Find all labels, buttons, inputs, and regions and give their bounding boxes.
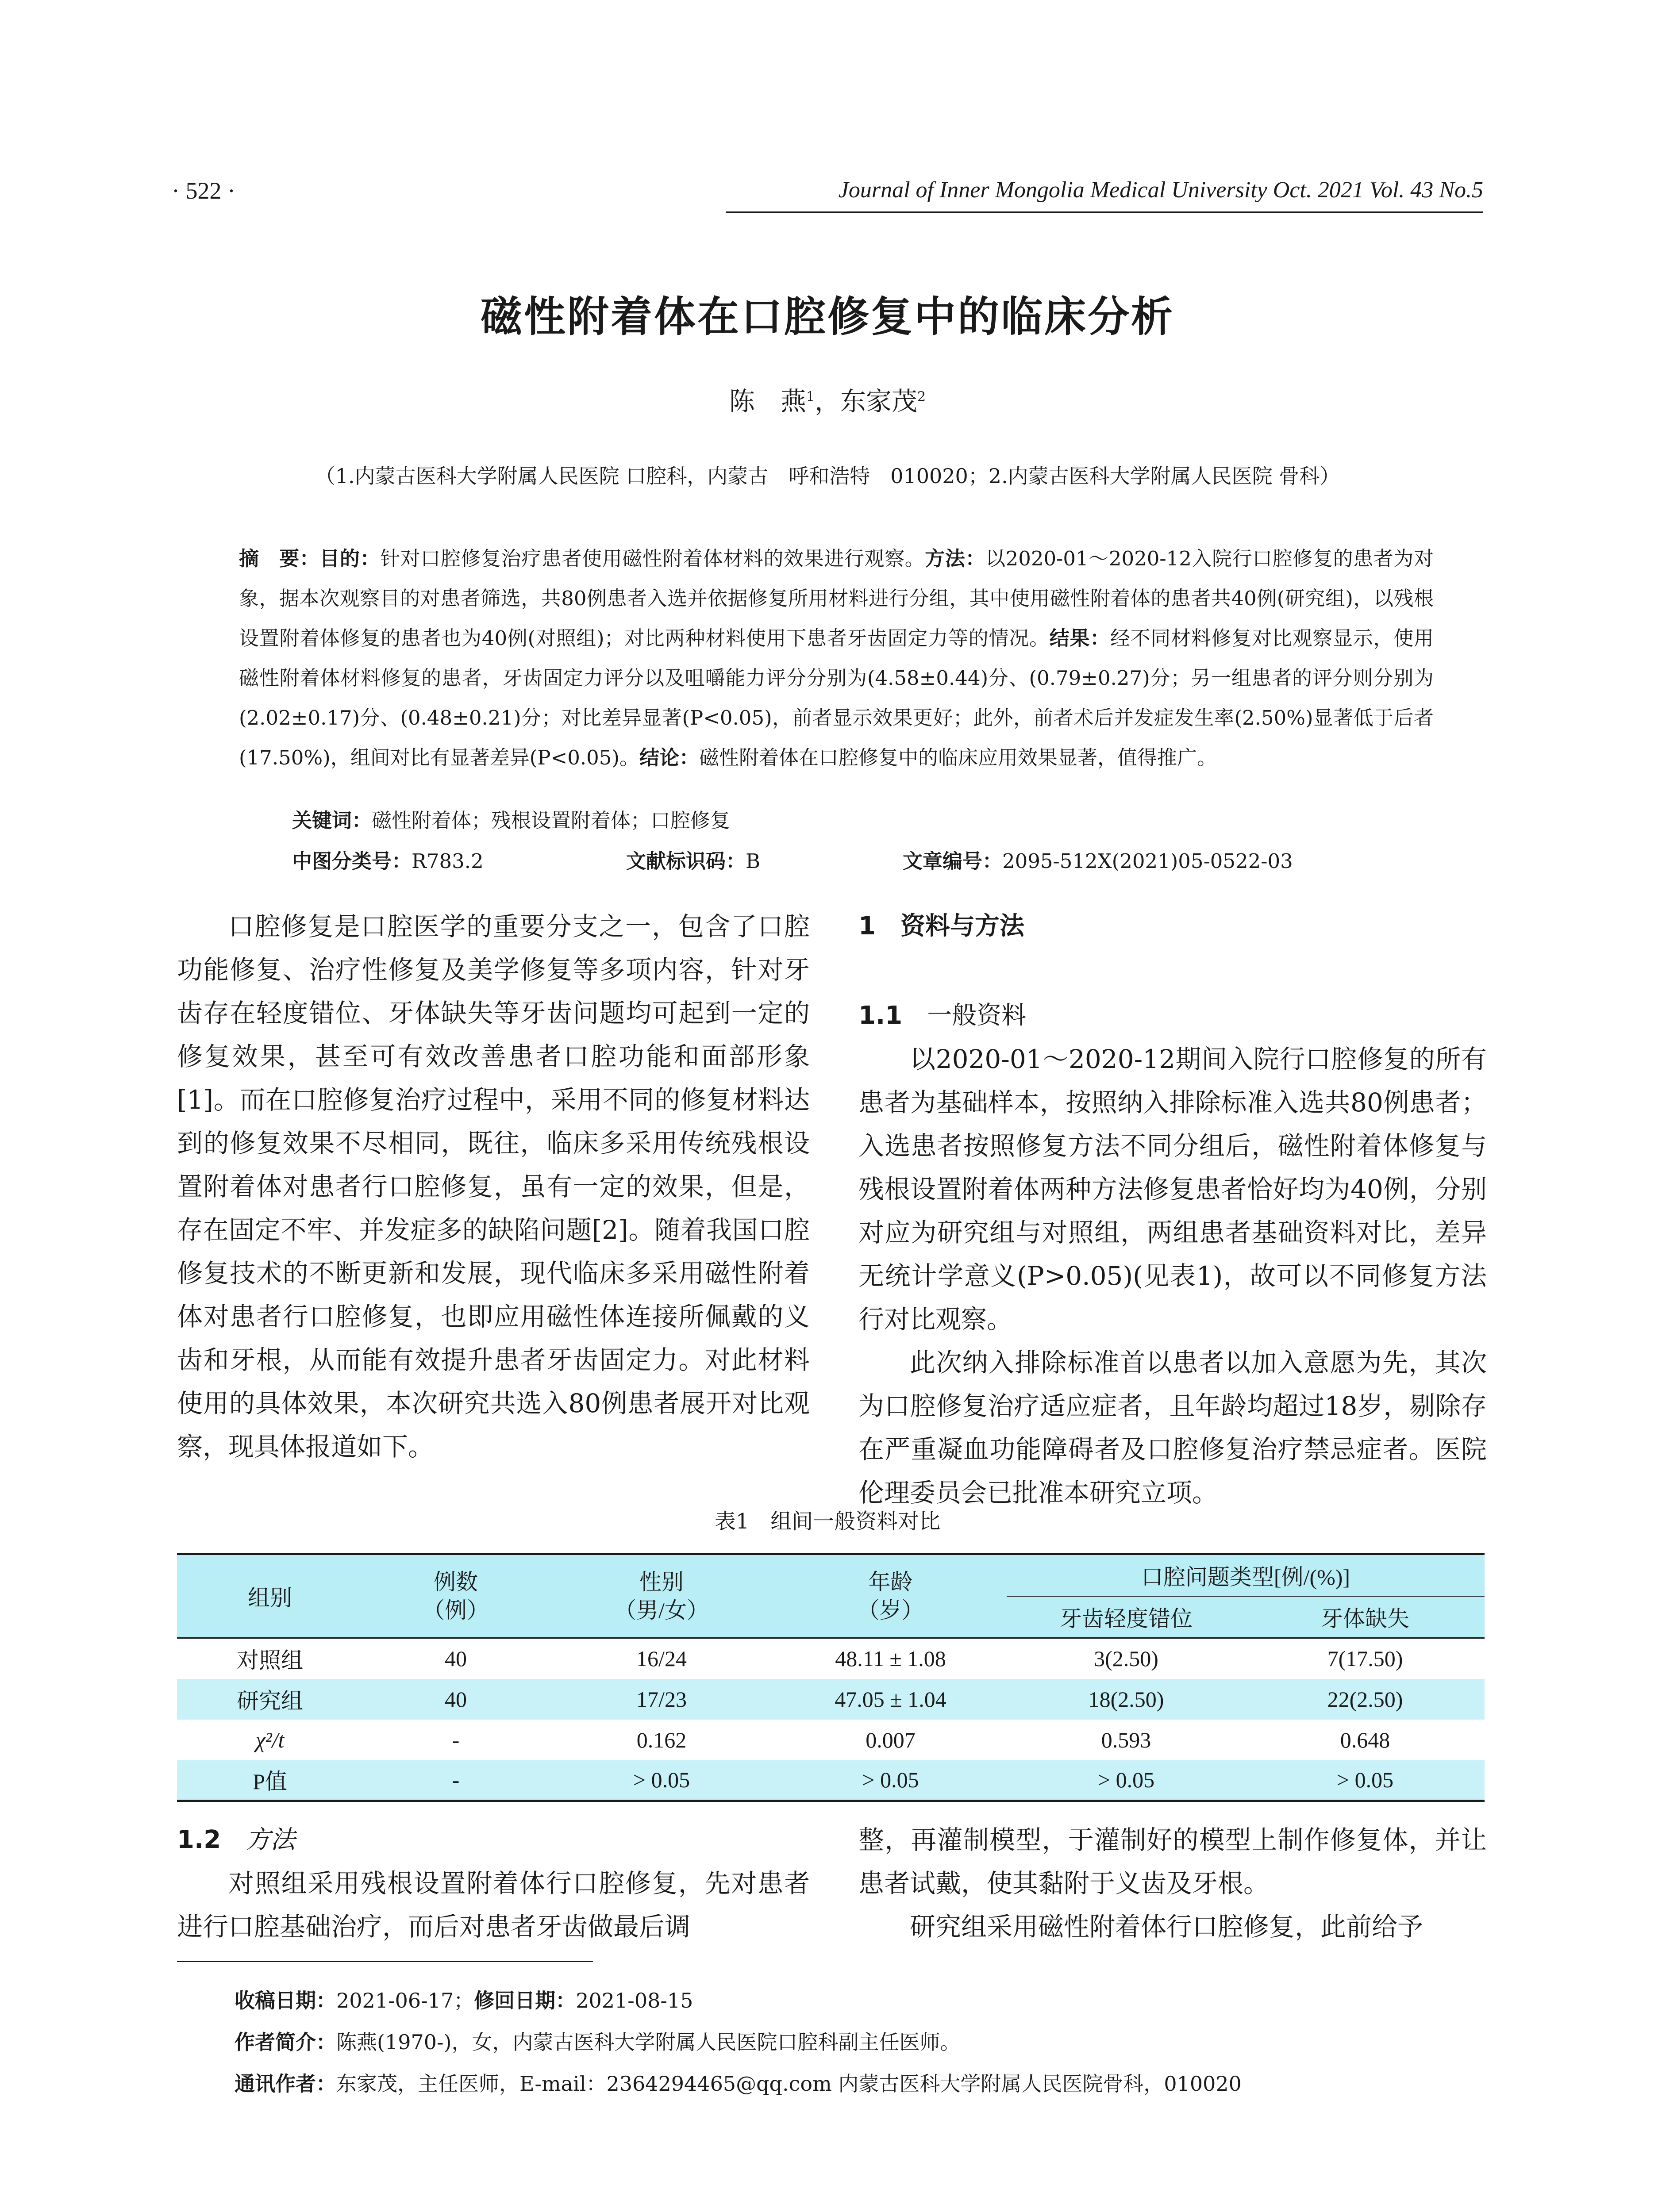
table-general-data <box>177 1553 1485 1802</box>
article-number <box>903 845 1293 874</box>
subsection-title: 方法 <box>246 1825 296 1854</box>
cell: > 0.05 <box>549 1760 774 1801</box>
articleno-label: 文章编号： <box>903 849 1003 873</box>
cell: > 0.05 <box>1246 1760 1485 1801</box>
subsection-number: 1.2 <box>177 1825 221 1854</box>
table-row <box>177 1679 1485 1720</box>
table-row <box>177 1638 1485 1679</box>
author-bio: 陈燕(1970-)，女，内蒙古医科大学附属人民医院口腔科副主任医师。 <box>336 2030 961 2054</box>
abstract <box>239 539 1434 778</box>
revised-label: 修回日期： <box>474 1989 576 2012</box>
corresponding-label: 通讯作者： <box>235 2072 336 2096</box>
header-cases: 例数 （例） <box>363 1554 549 1638</box>
cell: 0.007 <box>866 1727 916 1752</box>
clc-value: R783.2 <box>412 849 484 873</box>
method-text: 以2020-01～2020-12入院行口腔修复的患者为对象，据本次观察目的对患者筛选，共80例患者入选并依据修复所用材料进行分组，其中使用磁性附着体的患者共40例(研究组)，以残根设置附着体修复的患者也为40例(对照组)；对比两种材料使用下患者牙齿固定力等的情况。 <box>239 547 1434 650</box>
keywords <box>292 804 730 833</box>
footnote-author-bio <box>235 2026 961 2055</box>
header-sex: 性别 （男/女） <box>549 1554 774 1638</box>
header-group: 组别 <box>177 1554 363 1638</box>
cell: - <box>363 1760 549 1801</box>
cell: 47.05 ± 1.04 <box>774 1679 1007 1720</box>
method-paragraph-1: 对照组采用残根设置附着体行口腔修复，先对患者进行口腔基础治疗，而后对患者牙齿做最后调 <box>177 1868 810 1942</box>
doccode-label: 文献标识码： <box>626 849 746 873</box>
subsection-heading-1-1 <box>858 994 1487 1037</box>
doccode-value: B <box>746 849 761 873</box>
footnote-rule <box>177 1961 593 1962</box>
page-number: · 522 · <box>172 177 235 204</box>
cell: 0.593 <box>1101 1727 1151 1752</box>
affiliations: （1.内蒙古医科大学附属人民医院 口腔科，内蒙古 呼和浩特 010020；2.内蒙古医科大学附属人民医院 骨科） <box>315 464 1340 488</box>
cell: 40 <box>363 1679 549 1720</box>
author-line <box>172 380 1483 418</box>
table-caption: 表1 组间一般资料对比 <box>714 1509 941 1534</box>
corresponding-author: 东家茂，主任医师，E-mail：2364294465@qq.com 内蒙古医科大学附属人民医院骨科，010020 <box>336 2072 1242 2096</box>
author-1: 陈 燕 <box>729 386 806 416</box>
conclusion-label: 结论： <box>639 746 700 769</box>
abstract-label: 摘 要： <box>239 547 320 570</box>
cell: 对照组 <box>237 1648 303 1673</box>
header-rule <box>726 211 1483 213</box>
cell: 3(2.50) <box>1094 1646 1158 1671</box>
right-column-methods <box>858 905 1487 1514</box>
header-age: 年龄 （岁） <box>774 1554 1007 1638</box>
cell: χ²/t <box>255 1727 285 1752</box>
cell: - <box>452 1727 460 1752</box>
revised-date: 2021-08-15 <box>576 1989 693 2012</box>
cell: 16/24 <box>636 1646 687 1671</box>
cell: > 0.05 <box>774 1760 1007 1801</box>
author-2-affil: 2 <box>917 389 926 405</box>
left-column-method <box>177 1818 810 1948</box>
cell: 22(2.50) <box>1246 1679 1485 1720</box>
cell: 7(17.50) <box>1327 1646 1403 1671</box>
general-data-paragraph-1: 以2020-01～2020-12期间入院行口腔修复的所有患者为基础样本，按照纳入排除标准入选共80例患者；入选患者按照修复方法不同分组后，磁性附着体修复与残根设置附着体两种方法修复患者恰好均为40例，分别对应为研究组与对照组，两组患者基础资料对比，差异无统计学意义(P>0.05)(见表1)，故可以不同修复方法行对比观察。 <box>858 1044 1487 1334</box>
cell: 18(2.50) <box>1007 1679 1246 1720</box>
subsection-heading-1-2 <box>177 1818 810 1862</box>
method-label: 方法： <box>925 547 986 570</box>
subsection-title: 一般资料 <box>927 1001 1027 1030</box>
clc-number <box>292 845 484 874</box>
cell: > 0.05 <box>1007 1760 1246 1801</box>
table-row <box>177 1760 1485 1801</box>
header-problem-type: 口腔问题类型[例/(%)] <box>1007 1554 1485 1597</box>
conclusion-text: 磁性附着体在口腔修复中的临床应用效果显著，值得推广。 <box>699 746 1217 769</box>
document-code <box>626 845 760 874</box>
received-label: 收稿日期： <box>235 1989 336 2012</box>
cell: 48.11 ± 1.08 <box>835 1646 946 1671</box>
cell: 0.162 <box>636 1727 687 1752</box>
received-date: 2021-06-17； <box>336 1989 474 2012</box>
footnote-dates <box>235 1985 693 2014</box>
intro-paragraph: 口腔修复是口腔医学的重要分支之一，包含了口腔功能修复、治疗性修复及美学修复等多项内容，针对牙齿存在轻度错位、牙体缺失等牙齿问题均可起到一定的修复效果，甚至可有效改善患者口腔功能和面部形象[1]。而在口腔修复治疗过程中，采用不同的修复材料达到的修复效果不尽相同，既往，临床多采用传统残根设置附着体对患者行口腔修复，虽有一定的效果，但是，存在固定不牢、并发症多的缺陷问题[2]。随着我国口腔修复技术的不断更新和发展，现代临床多采用磁性附着体对患者行口腔修复，也即应用磁性体连接所佩戴的义齿和牙根，从而能有效提升患者牙齿固定力。对此材料使用的具体效果，本次研究共选入80例患者展开对比观察，现具体报道如下。 <box>177 911 810 1462</box>
method-paragraph-2: 研究组采用磁性附着体行口腔修复，此前给予 <box>910 1912 1423 1942</box>
cell: 40 <box>445 1646 467 1671</box>
table-row <box>177 1720 1485 1760</box>
general-data-paragraph-2: 此次纳入排除标准首以患者以加入意愿为先，其次为口腔修复治疗适应症者，且年龄均超过18岁，剔除存在严重凝血功能障碍者及口腔修复治疗禁忌症者。医院伦理委员会已批准本研究立项。 <box>858 1348 1487 1508</box>
author-2: 东家茂 <box>840 386 918 416</box>
clc-label: 中图分类号： <box>292 849 412 873</box>
author-1-affil: 1 <box>806 389 815 405</box>
cell: 17/23 <box>549 1679 774 1720</box>
cell: 研究组 <box>177 1679 363 1720</box>
articleno-value: 2095-512X(2021)05-0522-03 <box>1002 849 1293 873</box>
purpose-label: 目的： <box>319 547 381 570</box>
result-text: 经不同材料修复对比观察显示，使用磁性附着体材料修复的患者，牙齿固定力评分以及咀嚼能力评分分别为(4.58±0.44)分、(0.79±0.27)分；另一组患者的评分则分别为(2.02±0.17)分、(0.48±0.21)分；对比差异显著(P<0.05)，前者显示效果更好；此外，前者术后并发症发生率(2.50%)显著低于后者(17.50%)，组间对比有显著差异(P<0.05)。 <box>239 626 1434 769</box>
footnote-corresponding <box>235 2068 1242 2097</box>
keywords-label: 关键词： <box>292 809 372 832</box>
journal-running-header: Journal of Inner Mongolia Medical University Oct. 2021 Vol. 43 No.5 <box>838 177 1483 203</box>
left-column-intro <box>177 905 810 1468</box>
header-tooth-loss: 牙体缺失 <box>1246 1596 1485 1638</box>
right-column-method <box>858 1818 1487 1948</box>
author-bio-label: 作者简介： <box>235 2030 336 2054</box>
keywords-value: 磁性附着体；残根设置附着体；口腔修复 <box>372 809 731 832</box>
result-label: 结果： <box>1049 626 1110 650</box>
cell: 0.648 <box>1340 1727 1390 1752</box>
author-separator: ， <box>814 386 840 416</box>
cell: P值 <box>177 1760 363 1801</box>
article-title: 磁性附着体在口腔修复中的临床分析 <box>480 293 1174 341</box>
method-paragraph-1-cont: 整，再灌制模型，于灌制好的模型上制作修复体，并让患者试戴，使其黏附于义齿及牙根。 <box>858 1825 1487 1898</box>
subsection-number: 1.1 <box>858 1001 903 1030</box>
section-heading: 1 资料与方法 <box>858 912 1024 941</box>
purpose-text: 针对口腔修复治疗患者使用磁性附着体材料的效果进行观察。 <box>380 547 925 570</box>
header-misalignment: 牙齿轻度错位 <box>1007 1596 1246 1638</box>
